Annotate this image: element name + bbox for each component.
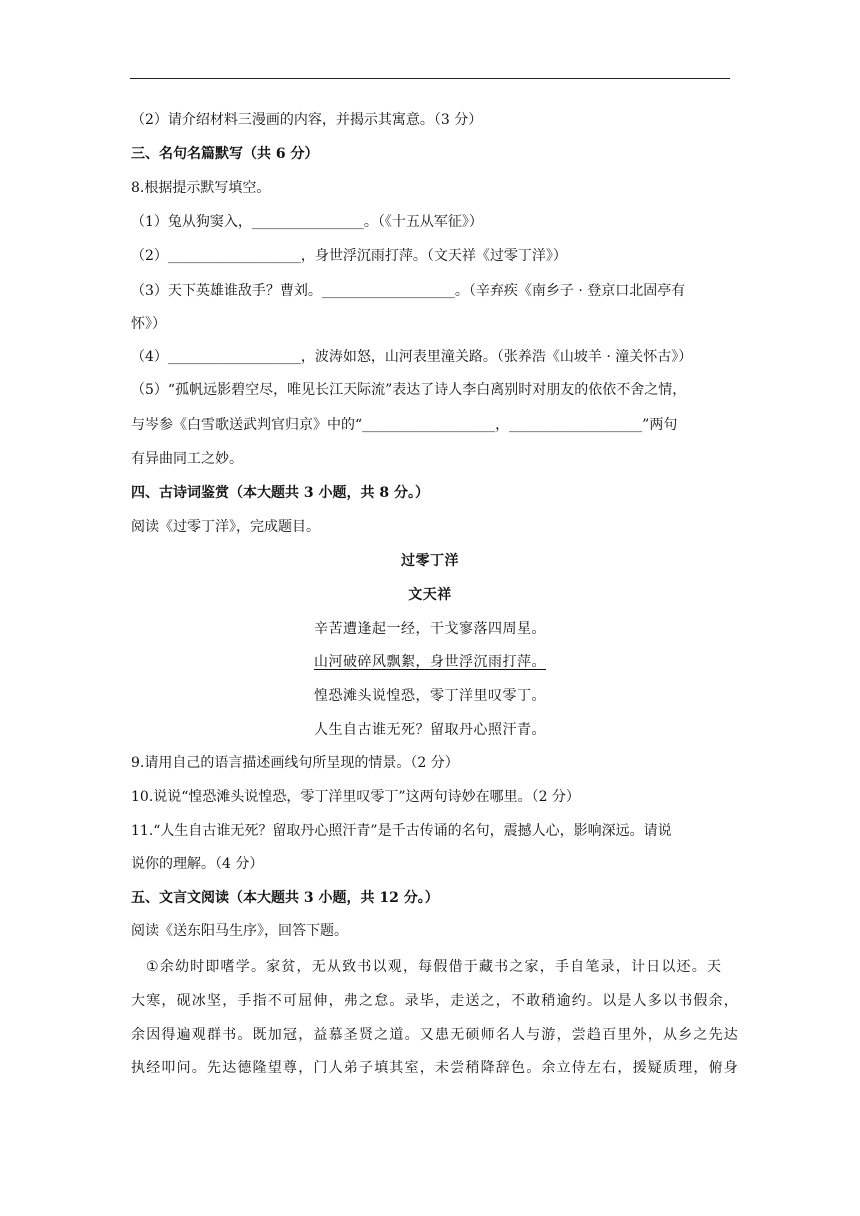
section-4-title: 四、古诗词鉴赏（本大题共 3 小题，共 8 分。） xyxy=(131,485,429,501)
question-8-5-line1: （5）“孤帆远影碧空尽，唯见长江天际流”表达了诗人李白离别时对朋友的依依不舍之情， xyxy=(131,382,687,398)
poem-title: 过零丁洋 xyxy=(401,553,459,569)
question-8: 8.根据提示默写填空。 xyxy=(131,180,271,196)
poem-line-3: 惶恐滩头说惶恐，零丁洋里叹零丁。 xyxy=(314,688,546,704)
question-8-5-line2: 与岑参《白雪歌送武判官归京》中的“___________________，___________________”两句 xyxy=(131,417,678,433)
essay-line-2: 大寒，砚冰坚，手指不可屈伸，弗之怠。录毕，走送之，不敢稍逾约。以是人多以书假余， xyxy=(131,993,739,1009)
question-8-3-line2: 怀》） xyxy=(131,316,166,332)
question-11-line2: 说你的理解。（4 分） xyxy=(131,856,264,872)
question-8-4: （4）___________________，波涛如怒，山河表里潼关路。（张养浩《山坡羊 · 潼关怀古》） xyxy=(131,349,693,365)
question-8-1: （1）兔从狗窦入，________________。（《十五从军征》） xyxy=(131,214,483,230)
header-rule xyxy=(130,78,730,79)
section-5-title: 五、文言文阅读（本大题共 3 小题，共 12 分。） xyxy=(131,890,439,906)
question-8-2: （2）___________________，身世浮沉雨打萍。（文天祥《过零丁洋》） xyxy=(131,248,567,264)
essay-line-4: 执经叩问。先达德隆望尊，门人弟子填其室，未尝稍降辞色。余立侍左右，援疑质理，俯身 xyxy=(131,1060,739,1076)
poem-line-4: 人生自古谁无死？留取丹心照汗青。 xyxy=(314,722,546,738)
poem-line-1: 辛苦遭逢起一经，干戈寥落四周星。 xyxy=(314,621,546,637)
question-10: 10.说说“惶恐滩头说惶恐，零丁洋里叹零丁”这两句诗妙在哪里。（2 分） xyxy=(131,789,580,805)
question-7-2: （2）请介绍材料三漫画的内容，并揭示其寓意。（3 分） xyxy=(131,112,483,128)
poem-author: 文天祥 xyxy=(408,587,452,603)
section-3-title: 三、名句名篇默写（共 6 分） xyxy=(131,146,319,162)
question-8-5-line3: 有异曲同工之妙。 xyxy=(131,451,243,467)
question-11-line1: 11.“人生自古谁无死？留取丹心照汗青”是千古传诵的名句，震撼人心，影响深远。请说 xyxy=(131,823,672,839)
underlined-verse: 山河破碎风飘絮，身世浮沉雨打萍。 xyxy=(314,654,546,670)
section-5-intro: 阅读《送东阳马生序》，回答下题。 xyxy=(131,923,348,939)
question-8-3-line1: （3）天下英雄谁敌手？曹刘。___________________。（辛弃疾《南乡子 · 登京口北固亭有 xyxy=(131,283,686,299)
essay-line-1: ①余幼时即嗜学。家贫，无从致书以观，每假借于藏书之家，手自笔录，计日以还。天 xyxy=(146,959,723,975)
section-4-intro: 阅读《过零丁洋》，完成题目。 xyxy=(131,519,320,535)
poem-line-2-underlined xyxy=(130,652,730,672)
question-9: 9.请用自己的语言描述画线句所呈现的情景。（2 分） xyxy=(131,755,459,771)
essay-line-3: 余因得遍观群书。既加冠，益慕圣贤之道。又患无硕师名人与游，尝趋百里外，从乡之先达 xyxy=(131,1027,739,1043)
